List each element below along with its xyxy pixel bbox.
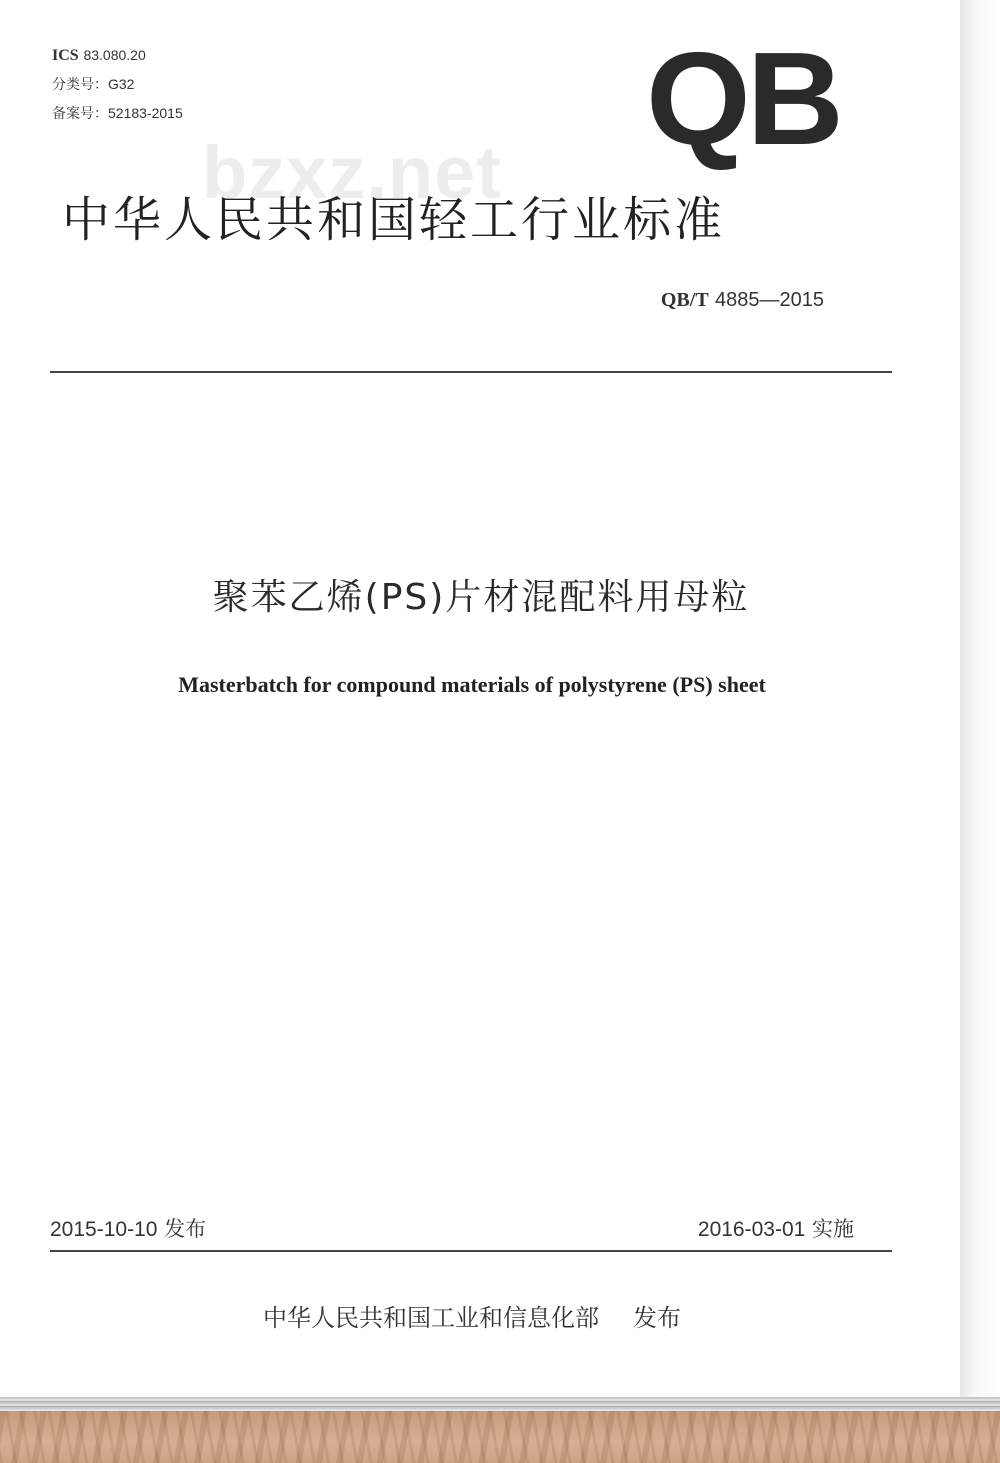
paper-stack-edge	[0, 1397, 1000, 1411]
standard-prefix: QB/T	[660, 289, 709, 311]
watermark: bzxz.net	[202, 131, 502, 214]
qb-logo: QB	[646, 25, 840, 172]
publisher-name: 中华人民共和国工业和信息化部	[263, 1304, 599, 1332]
category-value: G32	[108, 76, 135, 92]
publisher-label: 发布	[633, 1304, 681, 1332]
top-divider	[50, 371, 892, 373]
page-title: 中华人民共和国轻工行业标准	[62, 192, 726, 248]
publisher	[0, 1298, 944, 1338]
category-row	[52, 70, 183, 99]
issue-date-value: 2015-10-10	[50, 1218, 158, 1241]
issue-date-label: 发布	[164, 1217, 207, 1241]
ics-row	[52, 41, 183, 70]
standard-title-en: Masterbatch for compound materials of polystyrene (PS) sheet	[178, 672, 766, 697]
implementation-date-label: 实施	[812, 1217, 854, 1241]
implementation-date-value: 2016-03-01	[697, 1218, 806, 1241]
ics-label: ICS	[52, 47, 79, 64]
wood-surface	[0, 1411, 1000, 1463]
record-value: 52183-2015	[108, 105, 183, 121]
page-edge	[960, 0, 1000, 1404]
ics-value: 83.080.20	[83, 47, 146, 63]
bottom-divider	[50, 1250, 892, 1252]
standard-title-cn: 聚苯乙烯(PS)片材混配料用母粒	[212, 577, 750, 618]
standard-code: 4885—2015	[715, 289, 824, 311]
implementation-date	[698, 1212, 854, 1247]
classification-block	[52, 41, 183, 128]
record-label: 备案号：	[52, 106, 108, 122]
record-row	[52, 99, 183, 128]
standard-number	[661, 284, 824, 315]
category-label: 分类号：	[52, 77, 108, 93]
issue-date	[50, 1212, 206, 1247]
